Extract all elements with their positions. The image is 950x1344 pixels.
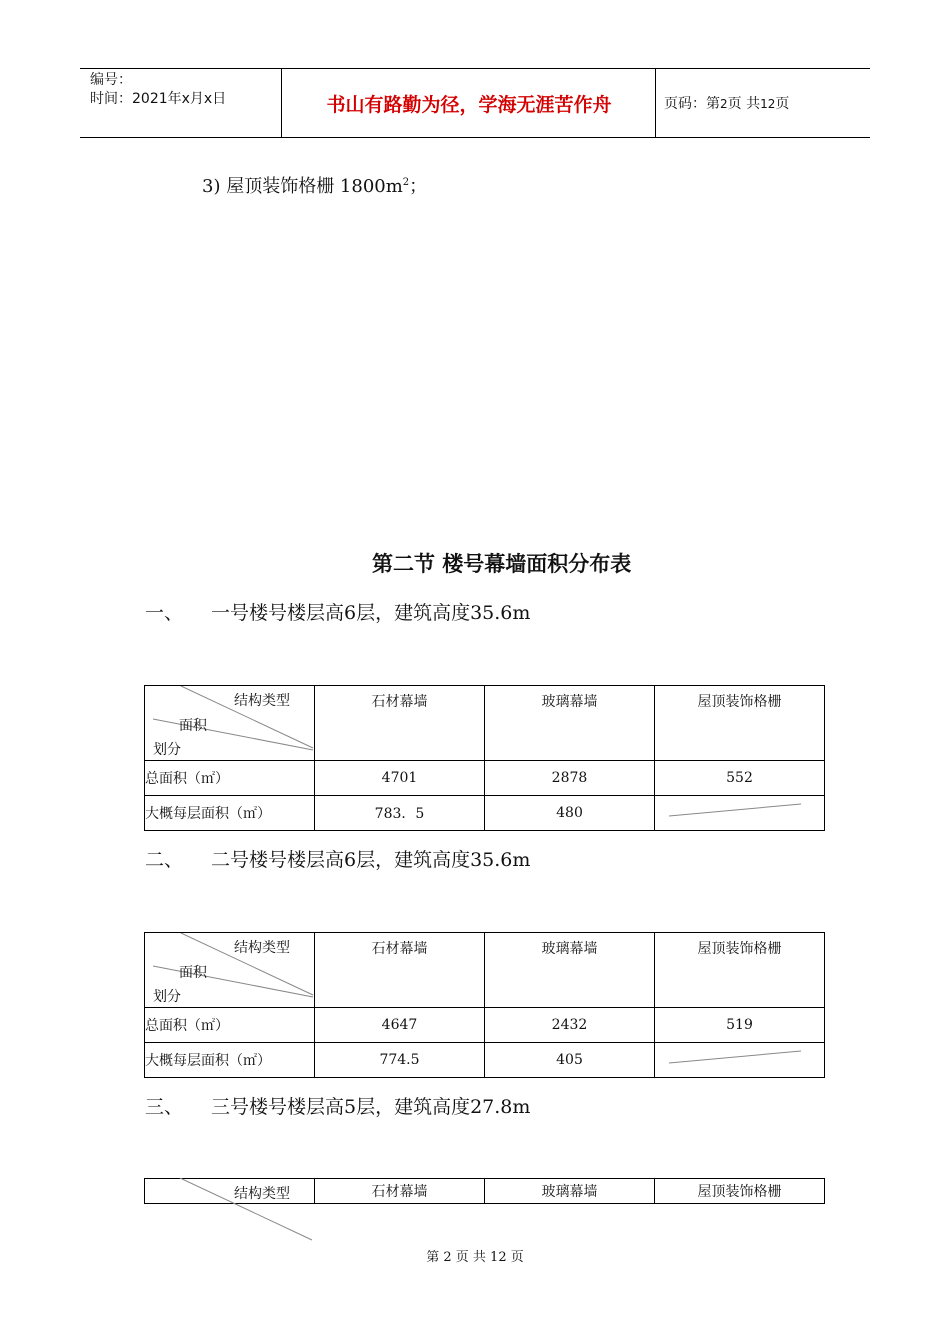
page-label: 页码：第 — [664, 96, 720, 112]
subsection-text: 三号楼号楼层高5层，建筑高度27.8m — [211, 1096, 531, 1118]
subsection-heading-2 — [145, 845, 530, 872]
row-label-per-floor: 大概每层面积（㎡） — [145, 1043, 315, 1078]
subsection-number: 三、 — [145, 1096, 184, 1118]
item-superscript: 2 — [402, 177, 410, 188]
page-total: 12 — [760, 97, 776, 111]
cell-value: 783．5 — [315, 796, 485, 831]
diagonal-line-overflow — [144, 1178, 314, 1242]
header-page-info — [664, 93, 789, 113]
table-row — [145, 796, 825, 831]
column-header-glass: 玻璃幕墙 — [485, 686, 655, 761]
diag-label-division: 划分 — [153, 989, 181, 1005]
column-header-stone: 石材幕墙 — [315, 1179, 485, 1204]
diag-label-area: 面积 — [179, 965, 207, 981]
subsection-number: 一、 — [145, 602, 184, 624]
header-motto: 书山有路勤为径，学海无涯苦作舟 — [326, 93, 612, 116]
column-header-stone: 石材幕墙 — [315, 933, 485, 1008]
diag-label-area: 面积 — [179, 718, 207, 734]
cell-value: 4701 — [315, 761, 485, 796]
item-tail: ； — [409, 176, 428, 197]
row-label-total: 总面积（㎡） — [145, 761, 315, 796]
cell-value: 774.5 — [315, 1043, 485, 1078]
diag-label-type: 结构类型 — [234, 693, 290, 709]
slash-line — [655, 796, 825, 831]
subsection-heading-1 — [145, 598, 530, 625]
cell-value: 480 — [485, 796, 655, 831]
diagonal-header-cell — [145, 933, 315, 1008]
cell-value: 4647 — [315, 1008, 485, 1043]
area-table-2 — [144, 932, 825, 1078]
table-row — [145, 1043, 825, 1078]
time-label: 时间：2021年x月x日 — [90, 91, 227, 107]
column-header-roof-grille: 屋顶装饰格栅 — [655, 686, 825, 761]
subsection-number: 二、 — [145, 849, 184, 871]
page-end: 页 — [775, 96, 790, 112]
subsection-heading-3 — [145, 1092, 530, 1119]
slash-line — [655, 1043, 825, 1078]
cell-value: 552 — [655, 761, 825, 796]
column-header-roof-grille: 屋顶装饰格栅 — [655, 1179, 825, 1204]
row-label-per-floor: 大概每层面积（㎡） — [145, 796, 315, 831]
table-row — [145, 761, 825, 796]
number-label: 编号： — [90, 72, 132, 88]
diagonal-header-cell — [145, 686, 315, 761]
diag-label-division: 划分 — [153, 742, 181, 758]
row-label-total: 总面积（㎡） — [145, 1008, 315, 1043]
subsection-text: 一号楼号楼层高6层，建筑高度35.6m — [211, 602, 531, 624]
page-mid: 页 共 — [727, 96, 761, 112]
table-row — [145, 1008, 825, 1043]
cell-value: 405 — [485, 1043, 655, 1078]
list-item-roof-grille — [202, 172, 427, 198]
column-header-glass: 玻璃幕墙 — [485, 933, 655, 1008]
section-title: 第二节 楼号幕墙面积分布表 — [372, 551, 632, 576]
area-table-1 — [144, 685, 825, 831]
page-header — [80, 68, 870, 138]
diag-label-type: 结构类型 — [234, 1186, 290, 1202]
header-divider — [655, 69, 656, 137]
column-header-glass: 玻璃幕墙 — [485, 1179, 655, 1204]
column-header-roof-grille: 屋顶装饰格栅 — [655, 933, 825, 1008]
cell-value: 519 — [655, 1008, 825, 1043]
cell-value: 2432 — [485, 1008, 655, 1043]
item-text: 3) 屋顶装饰格栅 1800m — [202, 176, 403, 197]
subsection-text: 二号楼号楼层高6层，建筑高度35.6m — [211, 849, 531, 871]
empty-slash-cell — [655, 1043, 825, 1078]
cell-value: 2878 — [485, 761, 655, 796]
page-footer: 第 2 页 共 12 页 — [426, 1250, 524, 1265]
diag-label-type: 结构类型 — [234, 940, 290, 956]
header-meta — [90, 71, 226, 109]
empty-slash-cell — [655, 796, 825, 831]
page-number: 2 — [720, 97, 728, 111]
column-header-stone: 石材幕墙 — [315, 686, 485, 761]
